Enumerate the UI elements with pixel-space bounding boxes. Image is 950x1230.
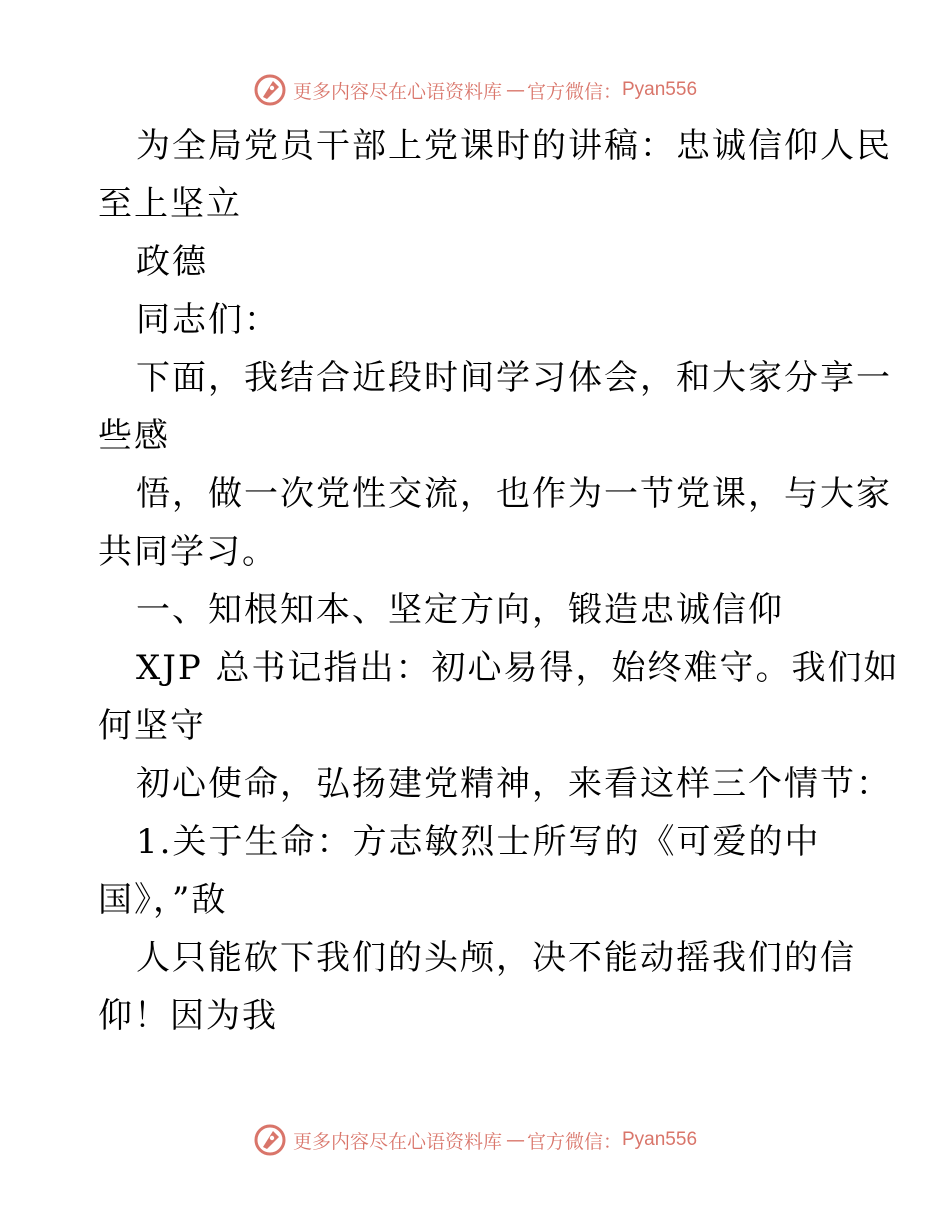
salutation: 同志们：: [136, 300, 280, 340]
paragraph-line: 些感: [98, 416, 170, 456]
paragraph-line: 人只能砍下我们的头颅，决不能动摇我们的信: [136, 938, 856, 978]
watermark-wechat-id: Pyan556: [622, 1129, 698, 1150]
paragraph-line: 悟，做一次党性交流，也作为一节党课，与大家: [136, 474, 892, 514]
section-heading: 一、知根知本、坚定方向，锻造忠诚信仰: [136, 590, 784, 630]
title-line-3: 政德: [136, 242, 208, 282]
watermark-right-text: 官方微信：: [526, 80, 622, 103]
paragraph-line: XJP 总书记指出：初心易得，始终难守。我们如: [136, 648, 900, 688]
watermark-separator: —: [505, 79, 523, 101]
watermark-separator: —: [505, 1129, 523, 1151]
paragraph-line: 仰！因为我: [98, 996, 278, 1036]
paragraph-line: 国》，”敌: [98, 880, 228, 920]
header-watermark: [0, 70, 950, 110]
pen-nib-logo-icon: [253, 73, 287, 107]
pen-nib-logo-icon: [253, 1123, 287, 1157]
watermark-left-text: 更多内容尽在心语资料库: [292, 80, 502, 103]
paragraph-line: 初心使命，弘扬建党精神，来看这样三个情节：: [136, 764, 892, 804]
paragraph-line: 共同学习。: [98, 532, 278, 572]
paragraph-line: 何坚守: [98, 706, 206, 746]
watermark-wechat-id: Pyan556: [622, 79, 698, 100]
title-line-2: 至上坚立: [98, 184, 242, 224]
footer-watermark: [0, 1120, 950, 1160]
paragraph-line: 下面，我结合近段时间学习体会，和大家分享一: [136, 358, 892, 398]
watermark-right-text: 官方微信：: [526, 1130, 622, 1153]
title-line-1: 为全局党员干部上党课时的讲稿：忠诚信仰人民: [136, 126, 892, 166]
list-item-line: 1.关于生命：方志敏烈士所写的《可爱的中: [136, 822, 821, 862]
document-body: [0, 117, 950, 1045]
watermark-left-text: 更多内容尽在心语资料库: [292, 1130, 502, 1153]
